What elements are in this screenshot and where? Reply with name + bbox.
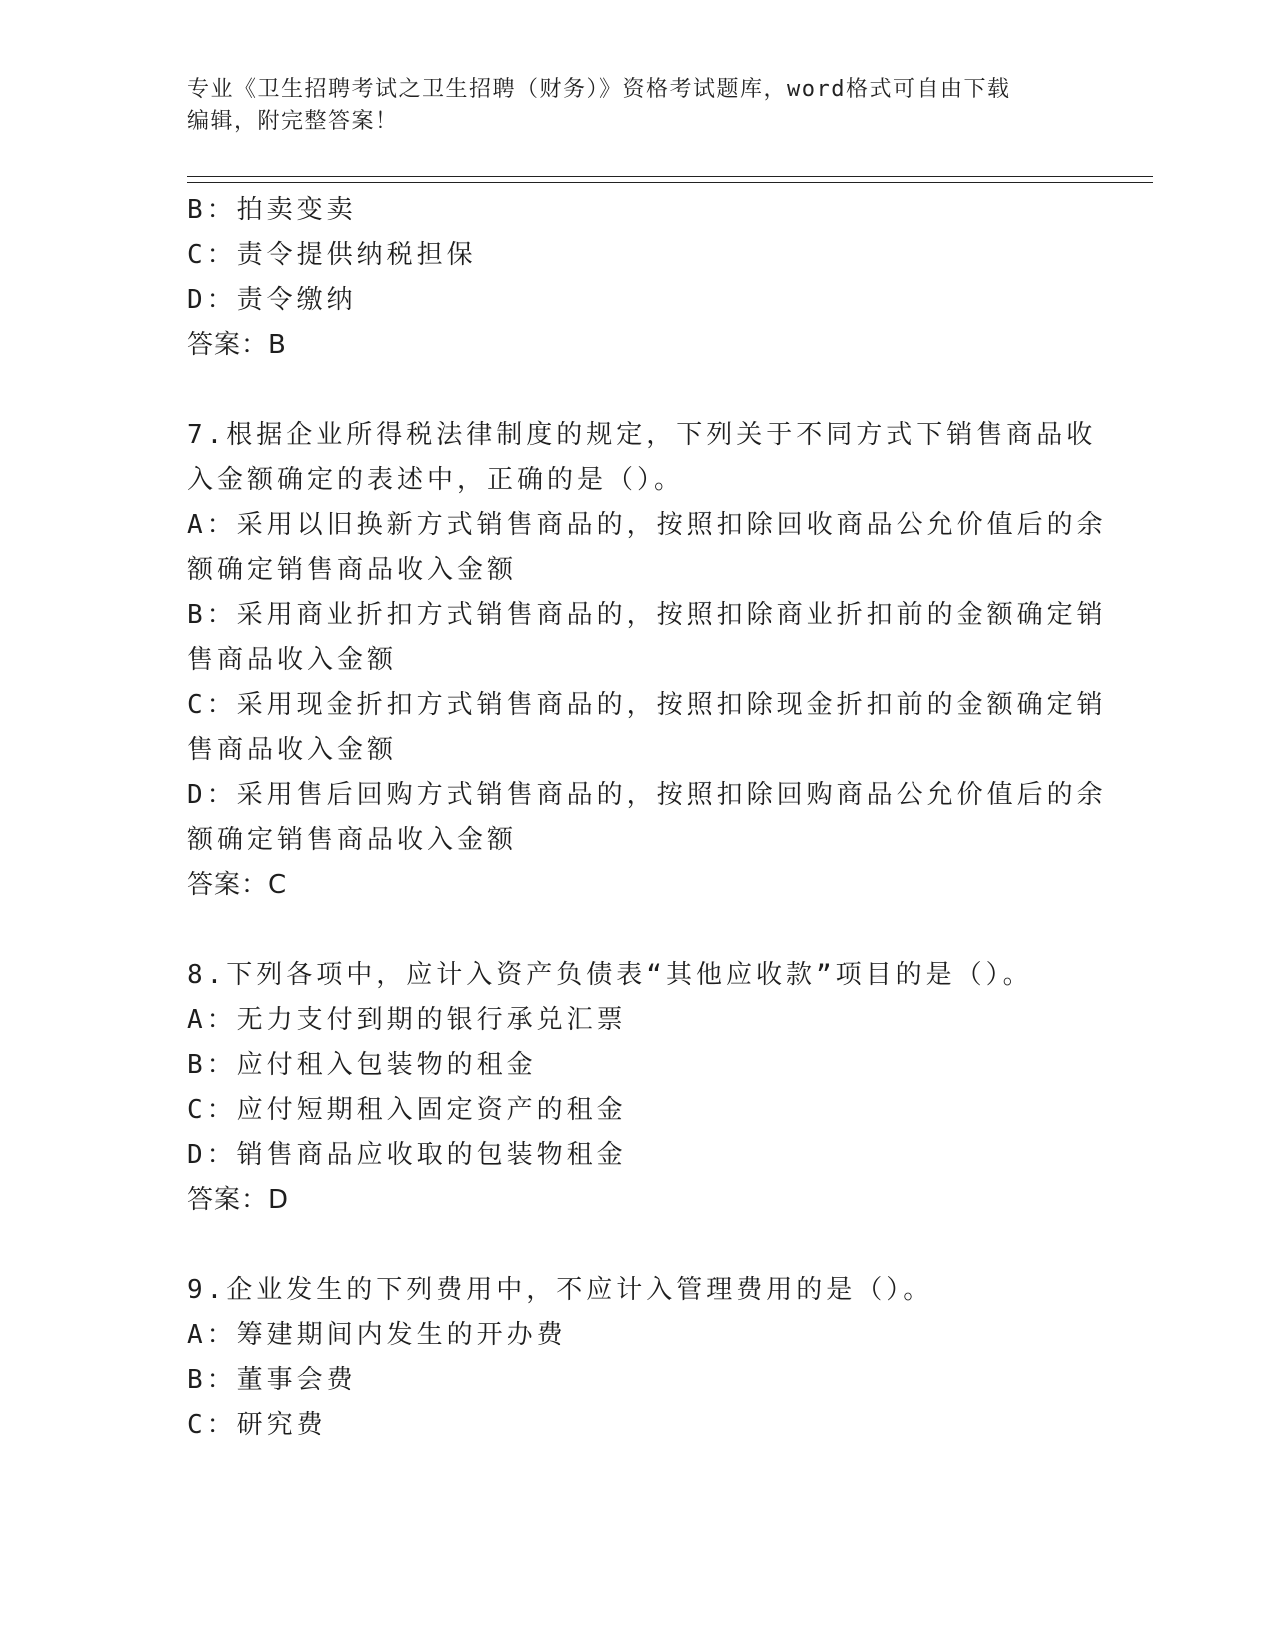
question-list xyxy=(187,188,1107,1448)
q6-option-c: C：责令提供纳税担保 xyxy=(187,240,477,270)
q8-option-b: B：应付租入包装物的租金 xyxy=(187,1050,537,1080)
q6-answer: 答案：B xyxy=(187,330,287,360)
q7-option-a-line-2: 额确定销售商品收入金额 xyxy=(187,555,518,585)
q6-option-d: D：责令缴纳 xyxy=(187,285,357,315)
q7-option-a-line-1: A：采用以旧换新方式销售商品的，按照扣除回收商品公允价值后的余 xyxy=(187,510,1107,540)
q6-option-b: B：拍卖变卖 xyxy=(187,195,357,225)
header-line-2: 编辑，附完整答案！ xyxy=(187,109,399,134)
header-divider-bottom xyxy=(187,182,1153,183)
q7-stem-line-2: 入金额确定的表述中，正确的是（）。 xyxy=(187,465,685,495)
q7-option-b-line-1: B：采用商业折扣方式销售商品的，按照扣除商业折扣前的金额确定销 xyxy=(187,600,1107,630)
spacer xyxy=(187,1223,1087,1268)
document-header xyxy=(187,74,1067,138)
q7-stem-line-1: 7.根据企业所得税法律制度的规定，下列关于不同方式下销售商品收 xyxy=(187,420,1097,450)
q9-option-a: A：筹建期间内发生的开办费 xyxy=(187,1320,567,1350)
q9-option-b: B：董事会费 xyxy=(187,1365,357,1395)
q8-answer: 答案：D xyxy=(187,1185,290,1215)
spacer xyxy=(187,908,1087,953)
q7-option-d-line-1: D：采用售后回购方式销售商品的，按照扣除回购商品公允价值后的余 xyxy=(187,780,1107,810)
q9-stem: 9.企业发生的下列费用中，不应计入管理费用的是（）。 xyxy=(187,1275,934,1305)
spacer xyxy=(187,368,1087,413)
q8-option-d: D：销售商品应收取的包装物租金 xyxy=(187,1140,627,1170)
q7-option-c-line-2: 售商品收入金额 xyxy=(187,735,398,765)
q8-option-a: A：无力支付到期的银行承兑汇票 xyxy=(187,1005,627,1035)
q8-stem: 8.下列各项中，应计入资产负债表“其他应收款”项目的是（）。 xyxy=(187,960,1033,990)
q7-option-b-line-2: 售商品收入金额 xyxy=(187,645,398,675)
question-9 xyxy=(187,1268,1087,1448)
header-line-1: 专业《卫生招聘考试之卫生招聘（财务）》资格考试题库，word格式可自由下载 xyxy=(187,77,1011,102)
q7-option-d-line-2: 额确定销售商品收入金额 xyxy=(187,825,518,855)
header-divider-top xyxy=(187,176,1153,177)
q7-answer: 答案：C xyxy=(187,870,288,900)
q7-option-c-line-1: C：采用现金折扣方式销售商品的，按照扣除现金折扣前的金额确定销 xyxy=(187,690,1107,720)
question-8 xyxy=(187,953,1087,1223)
question-6-tail xyxy=(187,188,1087,368)
q8-option-c: C：应付短期租入固定资产的租金 xyxy=(187,1095,627,1125)
question-7 xyxy=(187,413,1107,908)
q9-option-c: C：研究费 xyxy=(187,1410,327,1440)
